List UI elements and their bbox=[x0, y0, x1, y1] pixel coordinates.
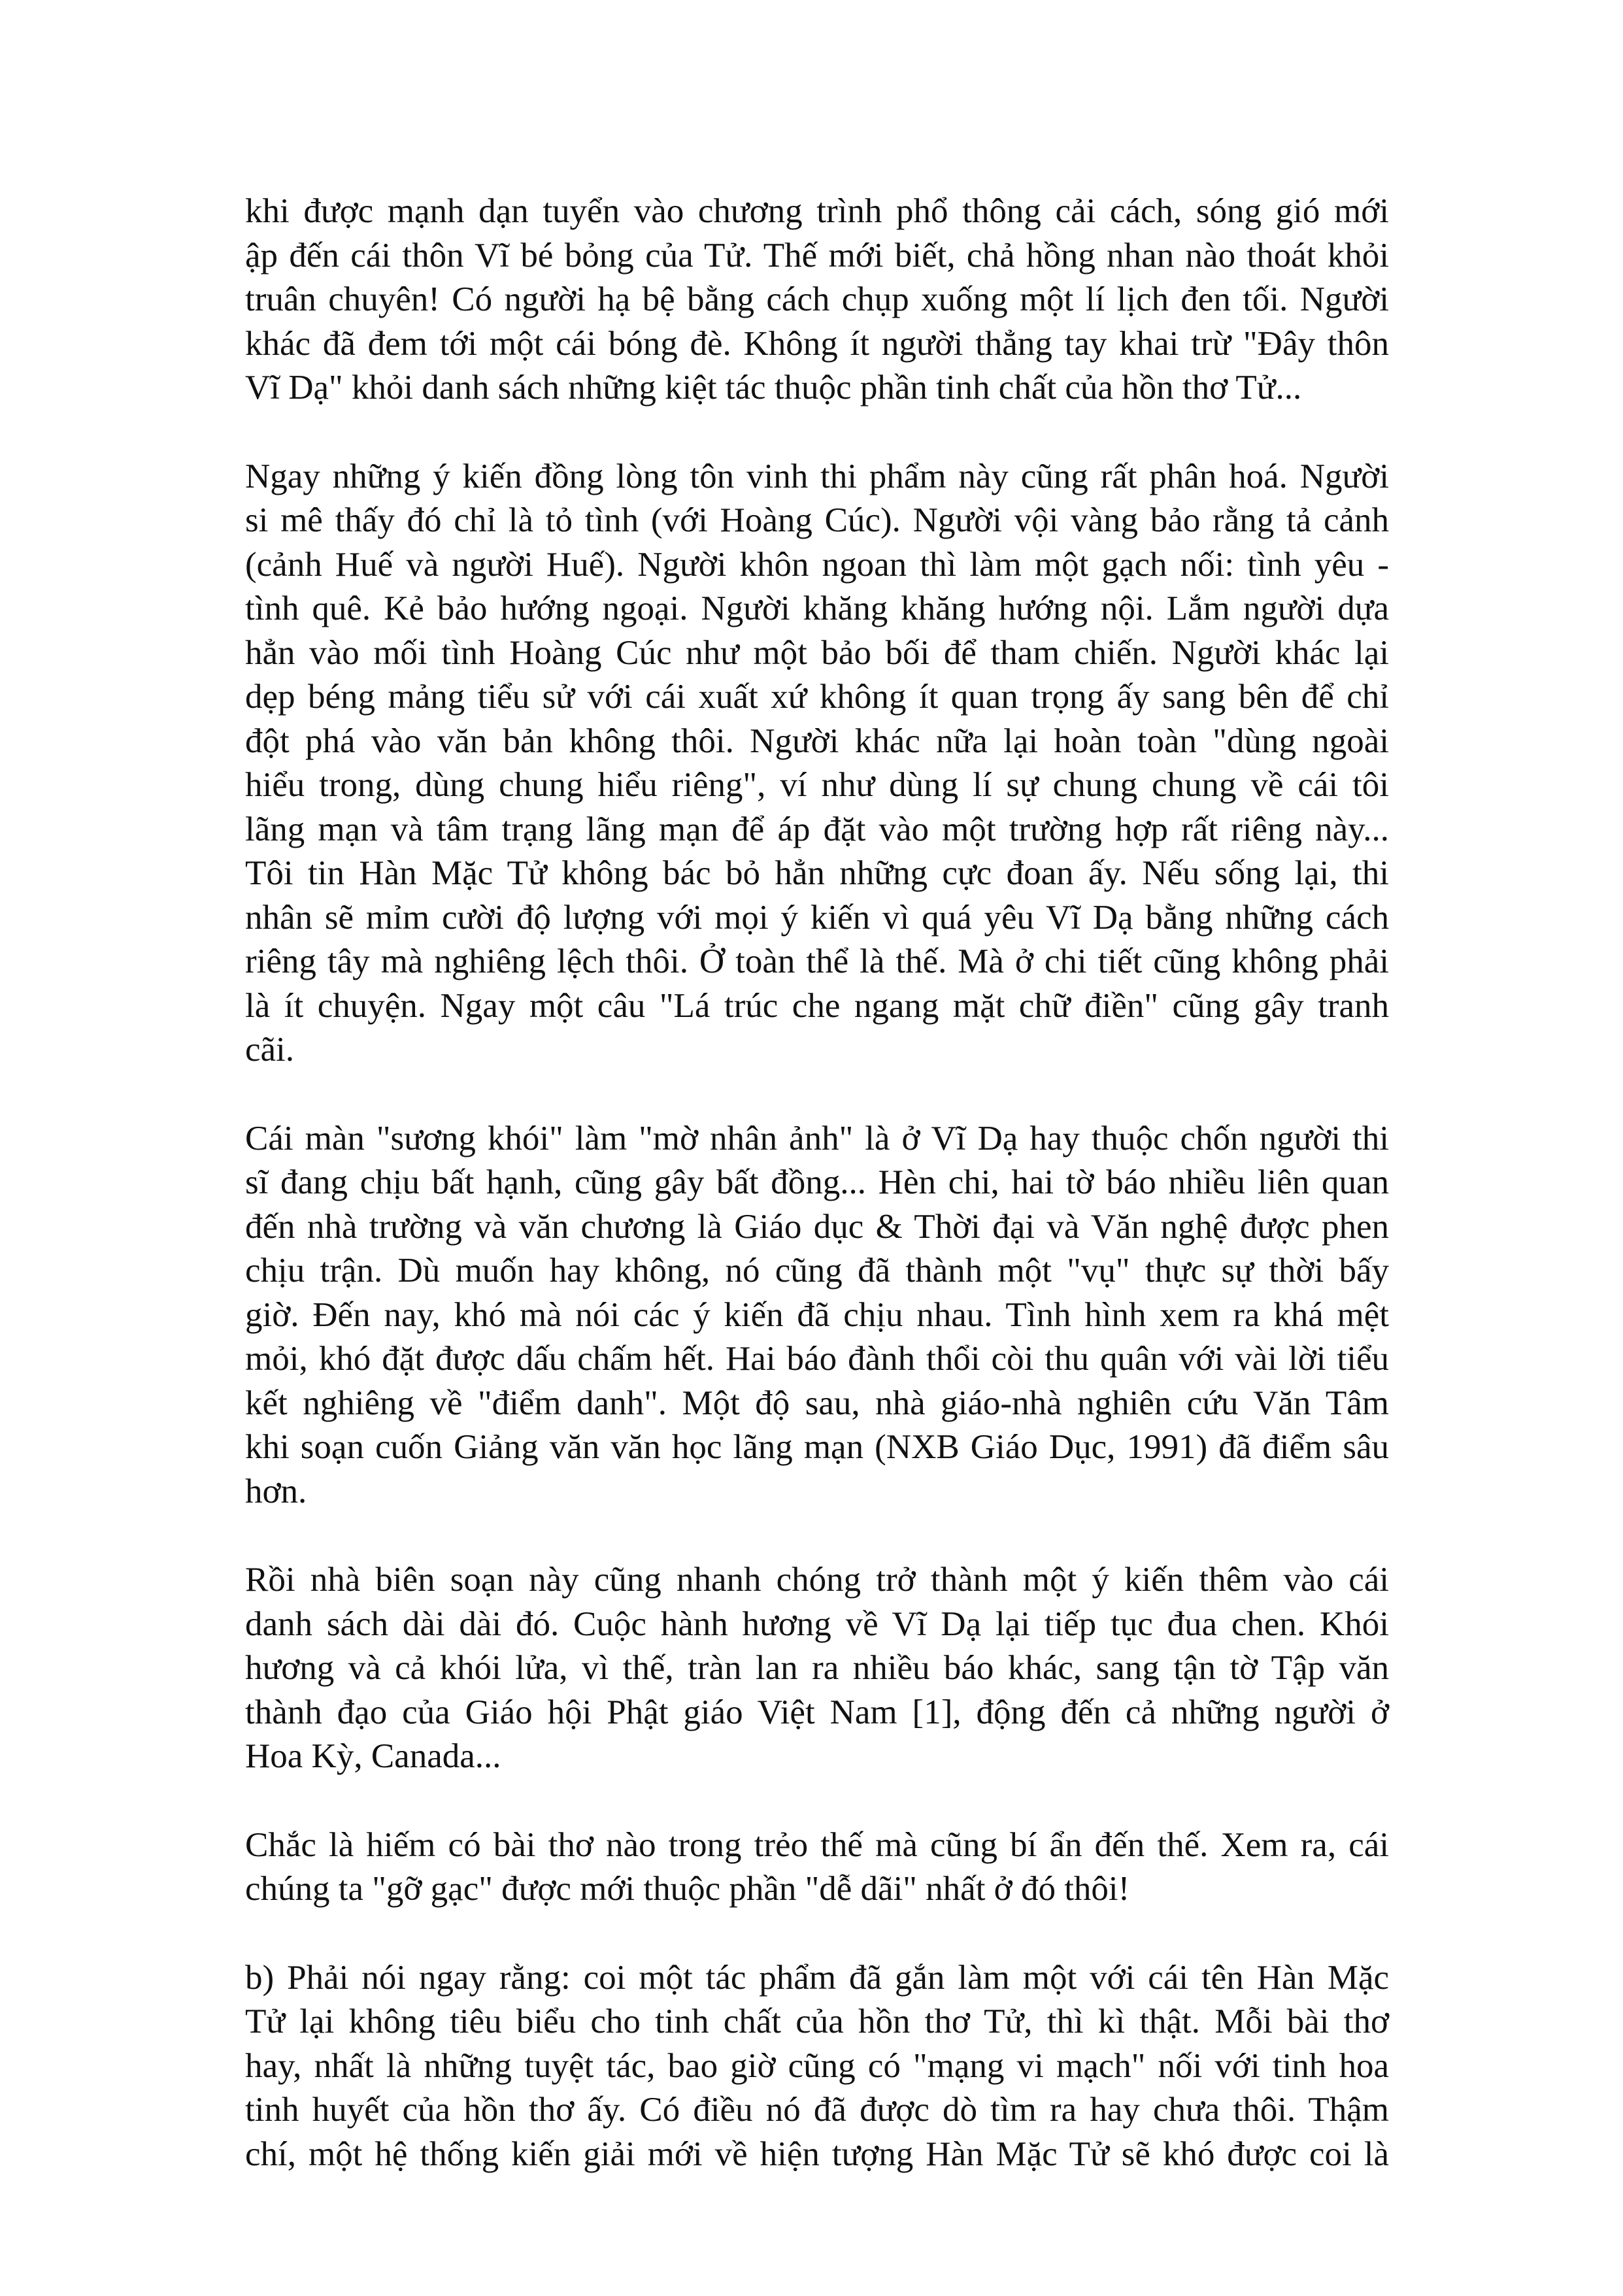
text-line: Tôi tin Hàn Mặc Tử không bác bỏ hẳn những cực đoan ấy. Nếu sống lại, thi bbox=[245, 854, 1389, 892]
text-line: khi được mạnh dạn tuyển vào chương trình phổ thông cải cách, sóng gió mới bbox=[245, 192, 1389, 230]
text-line: cãi. bbox=[245, 1031, 295, 1069]
text-line: danh sách dài dài đó. Cuộc hành hương về Vĩ Dạ lại tiếp tục đua chen. Khói bbox=[245, 1605, 1389, 1643]
text-line: tình quê. Kẻ bảo hướng ngoại. Người khăng khăng hướng nội. Lắm người dựa bbox=[245, 590, 1389, 627]
paragraph-4 bbox=[245, 1558, 1389, 1779]
text-line: hương và cả khói lửa, vì thế, tràn lan ra nhiều báo khác, sang tận tờ Tập văn bbox=[245, 1649, 1389, 1687]
text-line: sĩ đang chịu bất hạnh, cũng gây bất đồng... Hèn chi, hai tờ báo nhiều liên quan bbox=[245, 1163, 1389, 1201]
document-page bbox=[245, 190, 1389, 2176]
text-line: giờ. Đến nay, khó mà nói các ý kiến đã chịu nhau. Tình hình xem ra khá mệt bbox=[245, 1295, 1389, 1334]
text-line: Rồi nhà biên soạn này cũng nhanh chóng trở thành một ý kiến thêm vào cái bbox=[245, 1561, 1389, 1599]
paragraph-5 bbox=[245, 1823, 1389, 1912]
text-line: riêng tây mà nghiêng lệch thôi. Ở toàn thể là thế. Mà ở chi tiết cũng không phải bbox=[245, 942, 1389, 980]
text-line: truân chuyên! Có người hạ bệ bằng cách chụp xuống một lí lịch đen tối. Người bbox=[245, 280, 1389, 318]
text-line: hẳn vào mối tình Hoàng Cúc như một bảo bối để tham chiến. Người khác lại bbox=[245, 633, 1389, 672]
text-line: si mê thấy đó chỉ là tỏ tình (với Hoàng Cúc). Người vội vàng bảo rằng tả cảnh bbox=[245, 501, 1389, 539]
paragraph-6 bbox=[245, 1956, 1389, 2177]
text-line: chịu trận. Dù muốn hay không, nó cũng đã thành một "vụ" thực sự thời bấy bbox=[245, 1252, 1389, 1289]
text-line: Cái màn "sương khói" làm "mờ nhân ảnh" là ở Vĩ Dạ hay thuộc chốn người thi bbox=[245, 1119, 1389, 1157]
text-line: hơn. bbox=[245, 1472, 307, 1510]
text-line: Vĩ Dạ" khỏi danh sách những kiệt tác thuộc phần tinh chất của hồn thơ Tử... bbox=[245, 369, 1302, 407]
text-line: đến nhà trường và văn chương là Giáo dục & Thời đại và Văn nghệ được phen bbox=[245, 1207, 1389, 1246]
text-line: thành đạo của Giáo hội Phật giáo Việt Nam [1], động đến cả những người ở bbox=[245, 1693, 1389, 1731]
text-line: Tử lại không tiêu biểu cho tinh chất của hồn thơ Tử, thì kì thật. Mỗi bài thơ bbox=[245, 2003, 1389, 2040]
text-line: b) Phải nói ngay rằng: coi một tác phẩm đã gắn làm một với cái tên Hàn Mặc bbox=[245, 1958, 1389, 1997]
text-line: chí, một hệ thống kiến giải mới về hiện tượng Hàn Mặc Tử sẽ khó được coi là bbox=[245, 2135, 1389, 2173]
text-line: (cảnh Huế và người Huế). Người khôn ngoan thì làm một gạch nối: tình yêu - bbox=[245, 545, 1389, 584]
text-line: lãng mạn và tâm trạng lãng mạn để áp đặt vào một trường hợp rất riêng này... bbox=[245, 810, 1389, 848]
text-line: khác đã đem tới một cái bóng đè. Không ít người thẳng tay khai trừ "Đây thôn bbox=[245, 324, 1389, 363]
text-line: khi soạn cuốn Giảng văn văn học lãng mạn (NXB Giáo Dục, 1991) đã điểm sâu bbox=[245, 1428, 1389, 1466]
text-line: kết nghiêng về "điểm danh". Một độ sau, nhà giáo-nhà nghiên cứu Văn Tâm bbox=[245, 1384, 1389, 1422]
text-line: mỏi, khó đặt được dấu chấm hết. Hai báo đành thổi còi thu quân với vài lời tiểu bbox=[245, 1340, 1389, 1378]
text-line: Chắc là hiếm có bài thơ nào trong trẻo thế mà cũng bí ẩn đến thế. Xem ra, cái bbox=[245, 1825, 1389, 1864]
text-line: hiểu trong, dùng chung hiểu riêng", ví như dùng lí sự chung chung về cái tôi bbox=[245, 766, 1389, 804]
text-line: tinh huyết của hồn thơ ấy. Có điều nó đã được dò tìm ra hay chưa thôi. Thậm bbox=[245, 2091, 1389, 2129]
text-line: dẹp béng mảng tiểu sử với cái xuất xứ không ít quan trọng ấy sang bên để chỉ bbox=[245, 678, 1389, 716]
text-line: Hoa Kỳ, Canada... bbox=[245, 1737, 501, 1775]
text-line: Ngay những ý kiến đồng lòng tôn vinh thi phẩm này cũng rất phân hoá. Người bbox=[245, 457, 1389, 495]
text-line: là ít chuyện. Ngay một câu "Lá trúc che ngang mặt chữ điền" cũng gây tranh bbox=[245, 986, 1389, 1025]
text-line: hay, nhất là những tuyệt tác, bao giờ cũng có "mạng vi mạch" nối với tinh hoa bbox=[245, 2046, 1389, 2085]
text-line: nhân sẽ mỉm cười độ lượng với mọi ý kiến vì quá yêu Vĩ Dạ bằng những cách bbox=[245, 898, 1389, 937]
text-line: ập đến cái thôn Vĩ bé bỏng của Tử. Thế mới biết, chả hồng nhan nào thoát khỏi bbox=[245, 236, 1389, 275]
paragraph-1 bbox=[245, 190, 1389, 410]
paragraph-2 bbox=[245, 455, 1389, 1073]
paragraph-3 bbox=[245, 1117, 1389, 1514]
text-line: chúng ta "gỡ gạc" được mới thuộc phần "dễ dãi" nhất ở đó thôi! bbox=[245, 1870, 1130, 1908]
text-line: đột phá vào văn bản không thôi. Người khác nữa lại hoàn toàn "dùng ngoài bbox=[245, 722, 1389, 760]
